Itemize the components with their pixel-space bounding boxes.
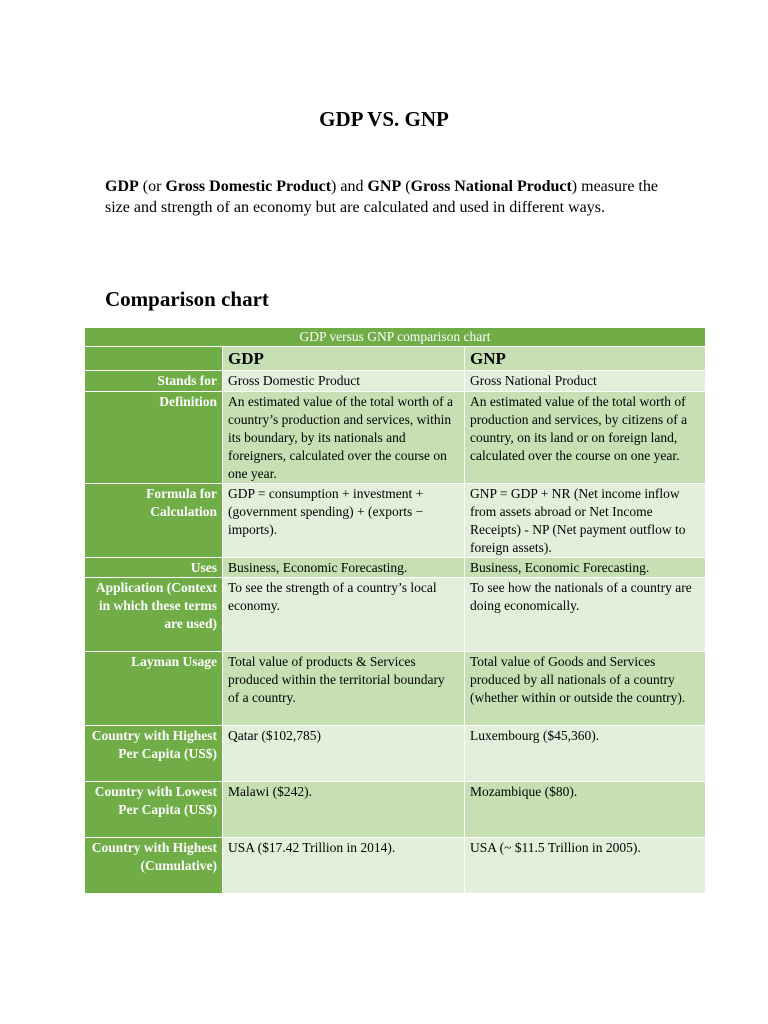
corner-cell	[85, 347, 223, 371]
caption-row	[85, 328, 706, 347]
gdp-cell: An estimated value of the total worth of a country’s production and services, within its boundary, by its nationals and foreigners, calculated over the course on one year.	[223, 392, 465, 484]
intro-text-1: (or	[138, 178, 166, 195]
gdp-cell: GDP = consumption + investment + (government spending) + (exports − imports).	[223, 484, 465, 558]
intro-paragraph	[105, 177, 665, 218]
gnp-cell: Total value of Goods and Services produced by all nationals of a country (whether within or outside the country).	[465, 652, 706, 726]
gdp-cell: Total value of products & Services produced within the territorial boundary of a country.	[223, 652, 465, 726]
gnp-cell: Luxembourg ($45,360).	[465, 726, 706, 782]
table-row	[85, 726, 706, 782]
column-header-gnp: GNP	[465, 347, 706, 371]
table-row	[85, 392, 706, 484]
gnp-cell: Mozambique ($80).	[465, 782, 706, 838]
table-caption: GDP versus GNP comparison chart	[85, 328, 706, 347]
gnp-cell: Business, Economic Forecasting.	[465, 558, 706, 578]
gnp-cell: USA (~ $11.5 Trillion in 2005).	[465, 838, 706, 894]
table-row	[85, 558, 706, 578]
table-row	[85, 782, 706, 838]
row-label: Layman Usage	[85, 652, 223, 726]
table-row	[85, 578, 706, 652]
gnp-cell: GNP = GDP + NR (Net income inflow from assets abroad or Net Income Receipts) - NP (Net payment outflow to foreign assets).	[465, 484, 706, 558]
intro-text-4: ) measure the size and strength of an economy but are calculated and used in different ways.	[105, 178, 658, 216]
column-header-gdp: GDP	[223, 347, 465, 371]
intro-gnp-full-term: Gross National Product	[410, 178, 572, 195]
gnp-cell: An estimated value of the total worth of production and services, by citizens of a country, on its land or on foreign land, calculated over the course on one year.	[465, 392, 706, 484]
intro-gdp-full-term: Gross Domestic Product	[165, 178, 332, 195]
table-row	[85, 371, 706, 392]
gdp-cell: Gross Domestic Product	[223, 371, 465, 392]
row-label: Country with Lowest Per Capita (US$)	[85, 782, 223, 838]
row-label: Stands for	[85, 371, 223, 392]
document-title: GDP VS. GNP	[319, 107, 449, 131]
table-row	[85, 838, 706, 894]
row-label: Uses	[85, 558, 223, 578]
row-label: Definition	[85, 392, 223, 484]
section-heading: Comparison chart	[105, 287, 269, 311]
intro-gdp-term: GDP	[105, 178, 139, 195]
row-label: Country with Highest Per Capita (US$)	[85, 726, 223, 782]
gdp-cell: To see the strength of a country’s local economy.	[223, 578, 465, 652]
gnp-cell: Gross National Product	[465, 371, 706, 392]
row-label: Country with Highest (Cumulative)	[85, 838, 223, 894]
row-label: Application (Context in which these terms are used)	[85, 578, 223, 652]
gnp-cell: To see how the nationals of a country are doing economically.	[465, 578, 706, 652]
column-header-row	[85, 347, 706, 371]
comparison-table	[84, 327, 706, 894]
intro-text-2: ) and	[331, 178, 368, 195]
intro-gnp-term: GNP	[367, 178, 402, 195]
row-label: Formula for Calculation	[85, 484, 223, 558]
gdp-cell: USA ($17.42 Trillion in 2014).	[223, 838, 465, 894]
table-row	[85, 652, 706, 726]
gdp-cell: Malawi ($242).	[223, 782, 465, 838]
gdp-cell: Business, Economic Forecasting.	[223, 558, 465, 578]
gdp-cell: Qatar ($102,785)	[223, 726, 465, 782]
table-row	[85, 484, 706, 558]
intro-text-3: (	[401, 178, 411, 195]
